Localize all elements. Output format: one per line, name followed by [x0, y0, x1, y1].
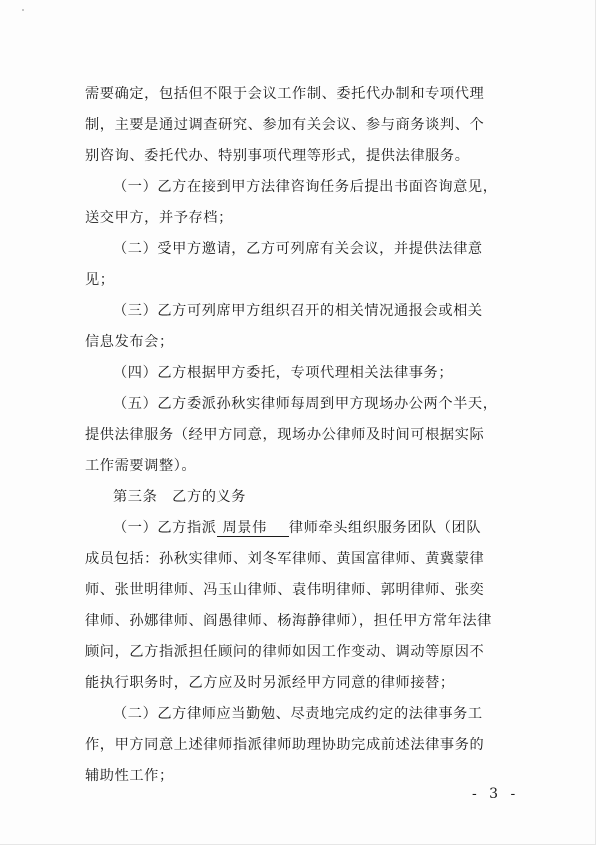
clause-2-line: （二）受甲方邀请，乙方可列席有关会议，并提供法律意 — [113, 241, 483, 257]
clause-1-line: 送交甲方，并予存档； — [85, 210, 233, 226]
section-heading: 第三条 乙方的义务 — [113, 489, 247, 505]
paragraph-line: 需要确定，包括但不限于会议工作制、委托代办制和专项代理 — [85, 86, 485, 102]
paragraph-line: 制，主要是通过调查研究、参加有关会议、参与商务谈判、个 — [85, 117, 485, 133]
paragraph-line: 别咨询、委托代办、特别事项代理等形式，提供法律服务。 — [85, 148, 470, 164]
clause-2-line: 见； — [85, 272, 115, 288]
clause-3-line: 信息发布会； — [85, 334, 174, 350]
clause-5-line: （五）乙方委派孙秋实律师每周到甲方现场办公两个半天， — [113, 396, 498, 412]
obligation-2-line: （二）乙方律师应当勤勉、尽责地完成约定的法律事务工 — [113, 706, 483, 722]
obligation-1-line: 顾问，乙方指派担任顾问的律师如因工作变动、调动等原因不 — [85, 644, 485, 660]
obligation-1-line: 律师、孙娜律师、阎愚律师、杨海静律师），担任甲方常年法律 — [85, 613, 492, 629]
obligation-1-line: 能执行职务时，乙方应及时另派经甲方同意的律师接替； — [85, 675, 455, 691]
obligation-1-line: 师、张世明律师、冯玉山律师、袁伟明律师、郭明律师、张奕 — [85, 582, 485, 598]
scan-speck — [22, 9, 24, 11]
clause-5-line: 提供法律服务（经甲方同意，现场办公律师及时间可根据实际 — [85, 427, 485, 443]
obligation-2-line: 作，甲方同意上述律师指派律师助理协助完成前述法律事务的 — [85, 737, 485, 753]
obligation-1-line: 成员包括：孙秋实律师、刘冬军律师、黄国富律师、黄冀蒙律 — [85, 551, 485, 567]
designation-prefix: （一）乙方指派 — [113, 520, 217, 536]
lead-lawyer-name: 周景伟 — [217, 520, 289, 537]
clause-5-line: 工作需要调整）。 — [85, 458, 197, 474]
obligation-1-line — [113, 519, 481, 537]
page-number: - 3 - — [472, 786, 520, 802]
obligation-2-line: 辅助性工作； — [85, 768, 174, 784]
clause-1-line: （一）乙方在接到甲方法律咨询任务后提出书面咨询意见， — [113, 179, 498, 195]
clause-3-line: （三）乙方可列席甲方组织召开的相关情况通报会或相关 — [113, 303, 483, 319]
designation-suffix: 律师牵头组织服务团队（团队 — [288, 520, 482, 536]
clause-4-line: （四）乙方根据甲方委托，专项代理相关法律事务； — [113, 365, 454, 381]
